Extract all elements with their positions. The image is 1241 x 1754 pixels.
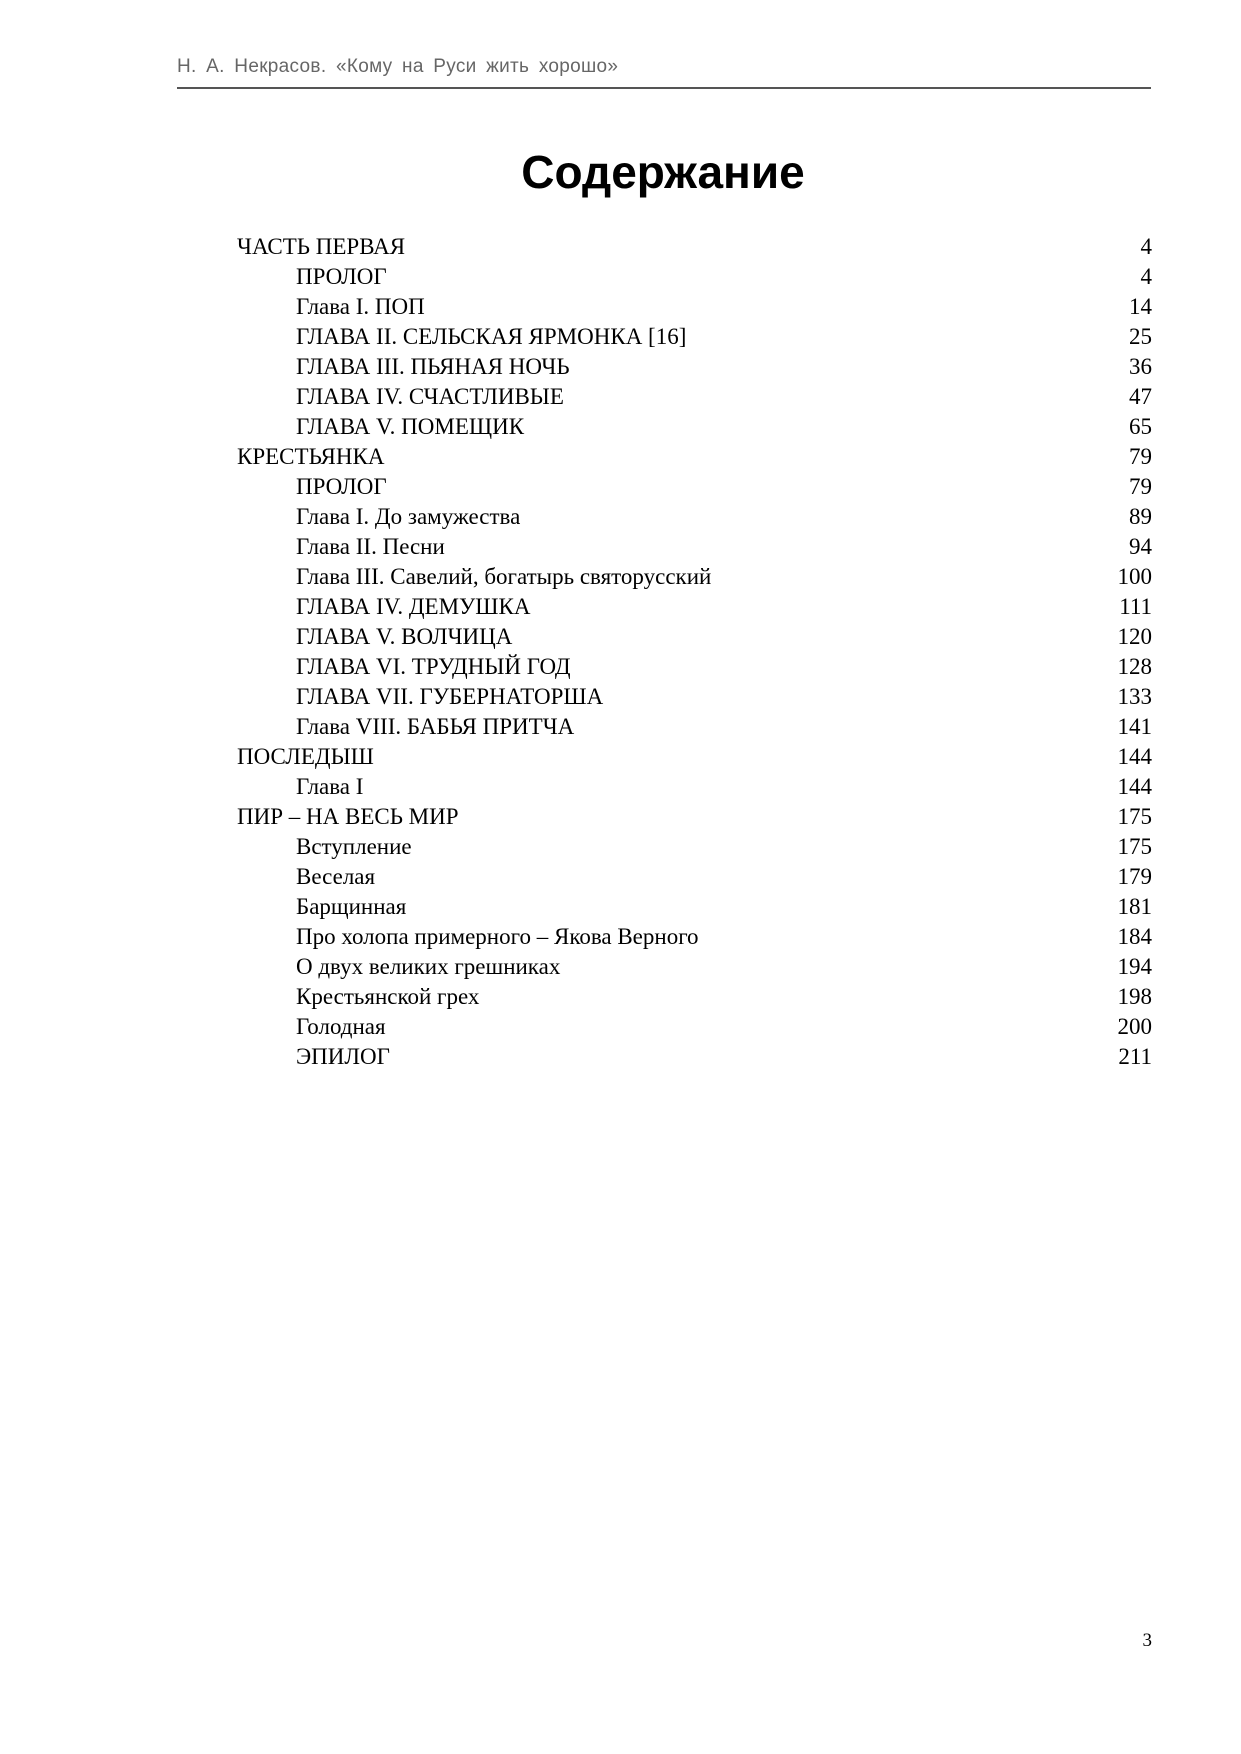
- toc-entry-label: Про холопа примерного – Якова Верного: [296, 924, 699, 949]
- toc-entry-page: 175: [1117, 834, 1152, 859]
- toc-entry-label: ПРОЛОГ: [296, 264, 387, 289]
- toc-entry[interactable]: [237, 802, 1152, 832]
- toc-entry[interactable]: [237, 892, 1152, 922]
- toc-entry-label: ГЛАВА II. СЕЛЬСКАЯ ЯРМОНКА [16]: [296, 324, 687, 349]
- toc-entry[interactable]: [237, 772, 1152, 802]
- toc-entry-page: 211: [1118, 1044, 1152, 1069]
- running-header: Н. А. Некрасов. «Кому на Руси жить хорошо»: [177, 56, 619, 77]
- toc-entry-page: 100: [1117, 564, 1152, 589]
- page-number: 3: [1142, 1630, 1152, 1651]
- toc-entry-page: 120: [1117, 624, 1152, 649]
- toc-entry-label: ГЛАВА VI. ТРУДНЫЙ ГОД: [296, 654, 571, 679]
- toc-entry[interactable]: [237, 1012, 1152, 1042]
- toc-entry-page: 47: [1129, 384, 1152, 409]
- toc-entry-label: Крестьянской грех: [296, 984, 480, 1009]
- toc-entry-page: 128: [1117, 654, 1152, 679]
- toc-entry-page: 133: [1117, 684, 1152, 709]
- toc-entry-label: ГЛАВА IV. ДЕМУШКА: [296, 594, 531, 619]
- toc-entry-label: Голодная: [296, 1014, 386, 1039]
- toc-entry-label: О двух великих грешниках: [296, 954, 561, 979]
- toc-title: Содержание: [521, 146, 805, 198]
- toc-entry[interactable]: [237, 322, 1152, 352]
- header-divider: [177, 87, 1151, 89]
- toc-entry[interactable]: [237, 532, 1152, 562]
- toc-entry-label: ГЛАВА IV. СЧАСТЛИВЫЕ: [296, 384, 564, 409]
- toc-entry[interactable]: [237, 712, 1152, 742]
- toc-entry-page: 65: [1129, 414, 1152, 439]
- toc-entry-page: 4: [1140, 234, 1152, 259]
- toc-entry-label: ГЛАВА V. ПОМЕЩИК: [296, 414, 525, 439]
- toc-entry[interactable]: [237, 232, 1152, 262]
- toc-entry[interactable]: [237, 682, 1152, 712]
- toc-entry-label: Глава I. ПОП: [296, 294, 425, 319]
- toc-entry-label: ПОСЛЕДЫШ: [237, 744, 374, 769]
- toc-entry[interactable]: [237, 952, 1152, 982]
- toc-entry[interactable]: [237, 922, 1152, 952]
- toc-entry[interactable]: [237, 742, 1152, 772]
- toc-entry-label: Глава VIII. БАБЬЯ ПРИТЧА: [296, 714, 575, 739]
- toc-entry[interactable]: [237, 562, 1152, 592]
- toc-entry-page: 36: [1129, 354, 1152, 379]
- toc-entry[interactable]: [237, 292, 1152, 322]
- toc-entry-page: 94: [1129, 534, 1152, 559]
- toc-entry[interactable]: [237, 442, 1152, 472]
- toc-entry[interactable]: [237, 472, 1152, 502]
- toc-entry-label: ГЛАВА V. ВОЛЧИЦА: [296, 624, 513, 649]
- toc-entry-label: Вступление: [296, 834, 412, 859]
- toc-entry[interactable]: [237, 832, 1152, 862]
- toc-entry-page: 175: [1117, 804, 1152, 829]
- toc-entry-label: КРЕСТЬЯНКА: [237, 444, 385, 469]
- toc-entry-label: ГЛАВА III. ПЬЯНАЯ НОЧЬ: [296, 354, 570, 379]
- toc-entry-page: 4: [1140, 264, 1152, 289]
- toc-entry-label: Глава I: [296, 774, 364, 799]
- toc-entry-page: 89: [1129, 504, 1152, 529]
- toc-entry[interactable]: [237, 1042, 1152, 1072]
- toc-entry-page: 144: [1117, 744, 1152, 769]
- toc-entry-page: 25: [1129, 324, 1152, 349]
- toc-entry[interactable]: [237, 262, 1152, 292]
- toc-entry[interactable]: [237, 382, 1152, 412]
- toc-entry-label: ГЛАВА VII. ГУБЕРНАТОРША: [296, 684, 604, 709]
- toc-entry-label: Веселая: [296, 864, 376, 889]
- toc-entry[interactable]: [237, 592, 1152, 622]
- toc-entry[interactable]: [237, 982, 1152, 1012]
- toc-entry-label: Барщинная: [296, 894, 407, 919]
- toc-entry-page: 144: [1117, 774, 1152, 799]
- toc-entry-page: 111: [1119, 594, 1152, 619]
- toc-entry-label: ЧАСТЬ ПЕРВАЯ: [237, 234, 406, 259]
- toc-entry-label: ПРОЛОГ: [296, 474, 387, 499]
- toc-entry[interactable]: [237, 652, 1152, 682]
- toc-entry-page: 79: [1129, 444, 1152, 469]
- toc-entry-page: 14: [1129, 294, 1152, 319]
- toc-entry-label: ЭПИЛОГ: [296, 1044, 390, 1069]
- toc-entry-page: 200: [1117, 1014, 1152, 1039]
- toc-entry[interactable]: [237, 862, 1152, 892]
- toc-entry[interactable]: [237, 622, 1152, 652]
- toc-entry-page: 194: [1117, 954, 1152, 979]
- toc-entry-page: 179: [1117, 864, 1152, 889]
- toc-list: [237, 232, 1152, 1072]
- toc-entry[interactable]: [237, 352, 1152, 382]
- toc-entry[interactable]: [237, 502, 1152, 532]
- toc-entry-label: ПИР – НА ВЕСЬ МИР: [237, 804, 459, 829]
- toc-entry-page: 198: [1117, 984, 1152, 1009]
- toc-entry-page: 181: [1117, 894, 1152, 919]
- toc-entry-page: 184: [1117, 924, 1152, 949]
- toc-entry-label: Глава I. До замужества: [296, 504, 521, 529]
- toc-entry-page: 141: [1117, 714, 1152, 739]
- toc-entry-label: Глава III. Савелий, богатырь святорусский: [296, 564, 712, 589]
- toc-entry-page: 79: [1129, 474, 1152, 499]
- toc-entry-label: Глава II. Песни: [296, 534, 445, 559]
- toc-entry[interactable]: [237, 412, 1152, 442]
